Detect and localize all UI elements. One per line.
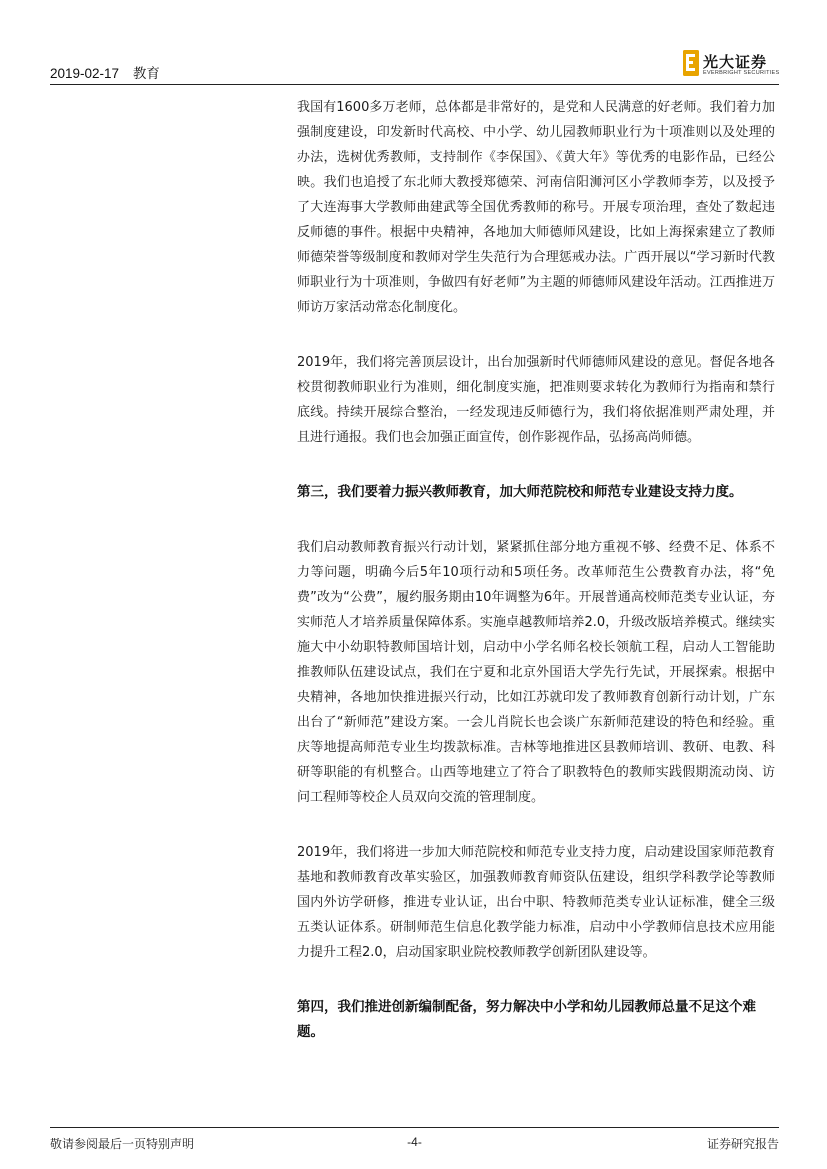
everbright-logo (683, 48, 779, 82)
page-header (50, 44, 779, 85)
footer-report-type: 证券研究报告 (706, 1137, 779, 1151)
paragraph-teacher-education: 我们启动教师教育振兴行动计划，紧紧抓住部分地方重视不够、经费不足、体系不力等问题，明确今后5年10项行动和5项任务。改革师范生公费教育办法，将“免费”改为“公费”，履约服务期由10年调整为6年。开展普通高校师范类专业认证，夯实师范人才培养质量保障体系。实施卓越教师培养2.0，升级改版培养模式。继续实施大中小幼职特教师国培计划，启动中小学名师名校长领航工程，启动人工智能助推教师队伍建设试点，我们在宁夏和北京外国语大学先行先试，开展探索。根据中央精神，各地加快推进振兴行动，比如江苏就印发了教师教育创新行动计划，广东出台了“新师范”建设方案。一会儿肖院长也会谈广东新师范建设的特色和经验。重庆等地提高师范专业生均拨款标准。吉林等地推进区县教师培训、教研、电教、科研等职能的有机整合。山西等地建立了符合了职教特色的教师实践假期流动岗、访问工程师等校企人员双向交流的管理制度。 (297, 540, 775, 805)
report-date: 2019-02-17 (50, 66, 120, 81)
paragraph-teacher-ethics: 我国有1600多万老师，总体都是非常好的，是党和人民满意的好老师。我们着力加强制度建设，印发新时代高校、中小学、幼儿园教师职业行为十项准则以及处理的办法，选树优秀教师，支持制作《李保国》、《黄大年》等优秀的电影作品，已经公映。我们也追授了东北师大教授郑德荣、河南信阳浉河区小学教师李芳，以及授予了大连海事大学教师曲建武等全国优秀教师的称号。开展专项治理，查处了数起违反师德的事件。根据中央精神，各地加大师德师风建设，比如上海探索建立了教师师德荣誉等级制度和教师对学生失范行为合理惩戒办法。广西开展以“学习新时代教师职业行为十项准则，争做四有好老师”为主题的师德师风建设年活动。江西推进万师访万家活动常态化制度化。 (297, 100, 775, 315)
logo-text-en: EVERBRIGHT SECURITIES (703, 70, 780, 76)
page-number: -4- (407, 1135, 422, 1149)
header-meta (50, 62, 170, 82)
logo-text-cn: 光大证券 (703, 53, 768, 71)
section-heading-fourth: 第四，我们推进创新编制配备，努力解决中小学和幼儿园教师总量不足这个难题。 (297, 999, 756, 1040)
paragraph-2019-normal-colleges: 2019年，我们将进一步加大师范院校和师范专业支持力度，启动建设国家师范教育基地和教师教育改革实验区，加强教师教育师资队伍建设，组织学科教学论等教师国内外访学研修，推进专业认证，出台中职、特教师范类专业认证标准，健全三级五类认证体系。研制师范生信息化教学能力标准，启动中小学教师信息技术应用能力提升工程2.0，启动国家职业院校教师教学创新团队建设等。 (297, 845, 775, 960)
logo-mark-icon (683, 50, 699, 76)
footer-disclaimer: 敬请参阅最后一页特别声明 (50, 1137, 195, 1151)
main-content (297, 95, 775, 1045)
section-heading-third: 第三，我们要着力振兴教师教育，加大师范院校和师范专业建设支持力度。 (297, 484, 743, 500)
page-footer (50, 1127, 779, 1158)
paragraph-2019-ethics-plan: 2019年，我们将完善顶层设计，出台加强新时代师德师风建设的意见。督促各地各校贯彻教师职业行为准则，细化制度实施，把准则要求转化为教师行为指南和禁行底线。持续开展综合整治，一经发现违反师德行为，我们将依据准则严肃处理，并且进行通报。我们也会加强正面宣传，创作影视作品，弘扬高尚师德。 (297, 355, 775, 445)
report-section: 教育 (132, 66, 160, 81)
